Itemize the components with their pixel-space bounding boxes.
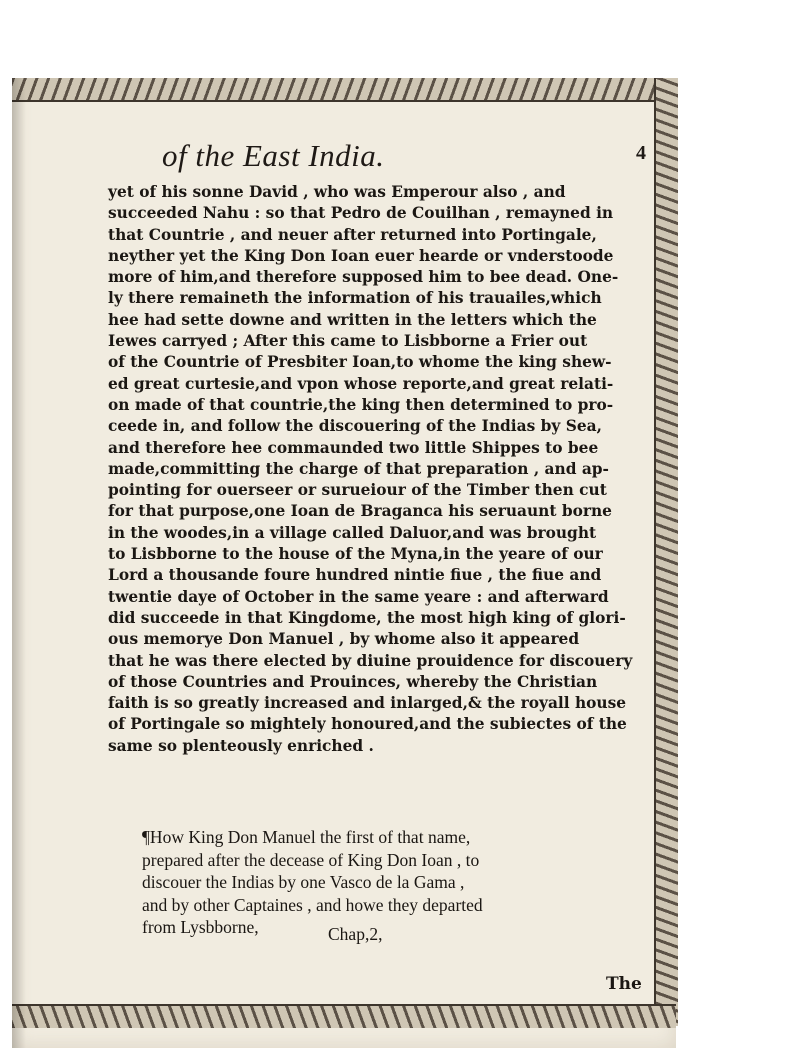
body-line: ed great curtesie,and vpon whose reporte,and great relati-: [108, 374, 614, 393]
body-line: did succeede in that Kingdome, the most high king of glori-: [108, 608, 626, 627]
body-line: on made of that countrie,the king then determined to pro-: [108, 395, 614, 414]
summary-line: prepared after the decease of King Don Ioan , to: [142, 849, 480, 870]
binding-gutter: [12, 78, 26, 1048]
body-line: that he was there elected by diuine prouidence for discouery: [108, 651, 633, 670]
body-line: faith is so greatly increased and inlarged,& the royall house: [108, 694, 627, 713]
body-line: of those Countries and Prouinces, whereby the Christian: [108, 672, 598, 691]
body-line: succeeded Nahu : so that Pedro de Couilhan , remayned in: [108, 204, 614, 223]
chapter-summary: [142, 826, 662, 939]
book-page: [12, 78, 676, 1048]
body-line: to Lisbborne to the house of the Myna,in the yeare of our: [108, 545, 603, 564]
body-text: [108, 182, 660, 757]
body-line: that Countrie , and neuer after returned into Portingale,: [108, 225, 597, 244]
page-number: 4: [636, 142, 646, 164]
body-line: ous memorye Don Manuel , by whome also it appeared: [108, 630, 580, 649]
body-line: and therefore hee commaunded two little Shippes to bee: [108, 438, 599, 457]
summary-line: from Lysbborne,: [142, 917, 259, 938]
summary-line: ¶How King Don Manuel the first of that name,: [142, 827, 471, 847]
body-line: twentie daye of October in the same yeare : and afterward: [108, 587, 609, 606]
body-line: same so plenteously enriched .: [108, 736, 374, 755]
body-line: more of him,and therefore supposed him to bee dead. One-: [108, 268, 619, 287]
chapter-reference: Chap,2,: [328, 924, 383, 944]
body-line: neyther yet the King Don Ioan euer hearde or vnderstoode: [108, 246, 614, 265]
body-line: ly there remaineth the information of his trauailes,which: [108, 289, 602, 308]
running-head: of the East India.: [162, 138, 385, 173]
catchword: The: [606, 974, 642, 994]
body-line: made,committing the charge of that preparation , and ap-: [108, 459, 609, 478]
body-line: of Portingale so mightely honoured,and the subiectes of the: [108, 715, 627, 734]
body-line: ceede in, and follow the discouering of the Indias by Sea,: [108, 417, 602, 436]
body-line: in the woodes,in a village called Daluor,and was brought: [108, 523, 597, 542]
body-line: of the Countrie of Presbiter Ioan,to whome the king shew-: [108, 353, 612, 372]
body-line: for that purpose,one Ioan de Braganca his seruaunt borne: [108, 502, 612, 521]
ornamental-border-top: [12, 78, 676, 102]
summary-line: discouer the Indias by one Vasco de la Gama ,: [142, 872, 465, 893]
ornamental-border-bottom: [12, 1004, 676, 1028]
body-line: yet of his sonne David , who was Emperour also , and: [108, 183, 566, 201]
body-line: Lord a thousande foure hundred nintie fiue , the fiue and: [108, 566, 602, 585]
summary-line: and by other Captaines , and howe they departed: [142, 894, 483, 915]
body-line: hee had sette downe and written in the letters which the: [108, 310, 597, 329]
body-line: Iewes carryed ; After this came to Lisbborne a Frier out: [108, 332, 588, 351]
body-line: pointing for ouerseer or surueiour of the Timber then cut: [108, 481, 607, 500]
